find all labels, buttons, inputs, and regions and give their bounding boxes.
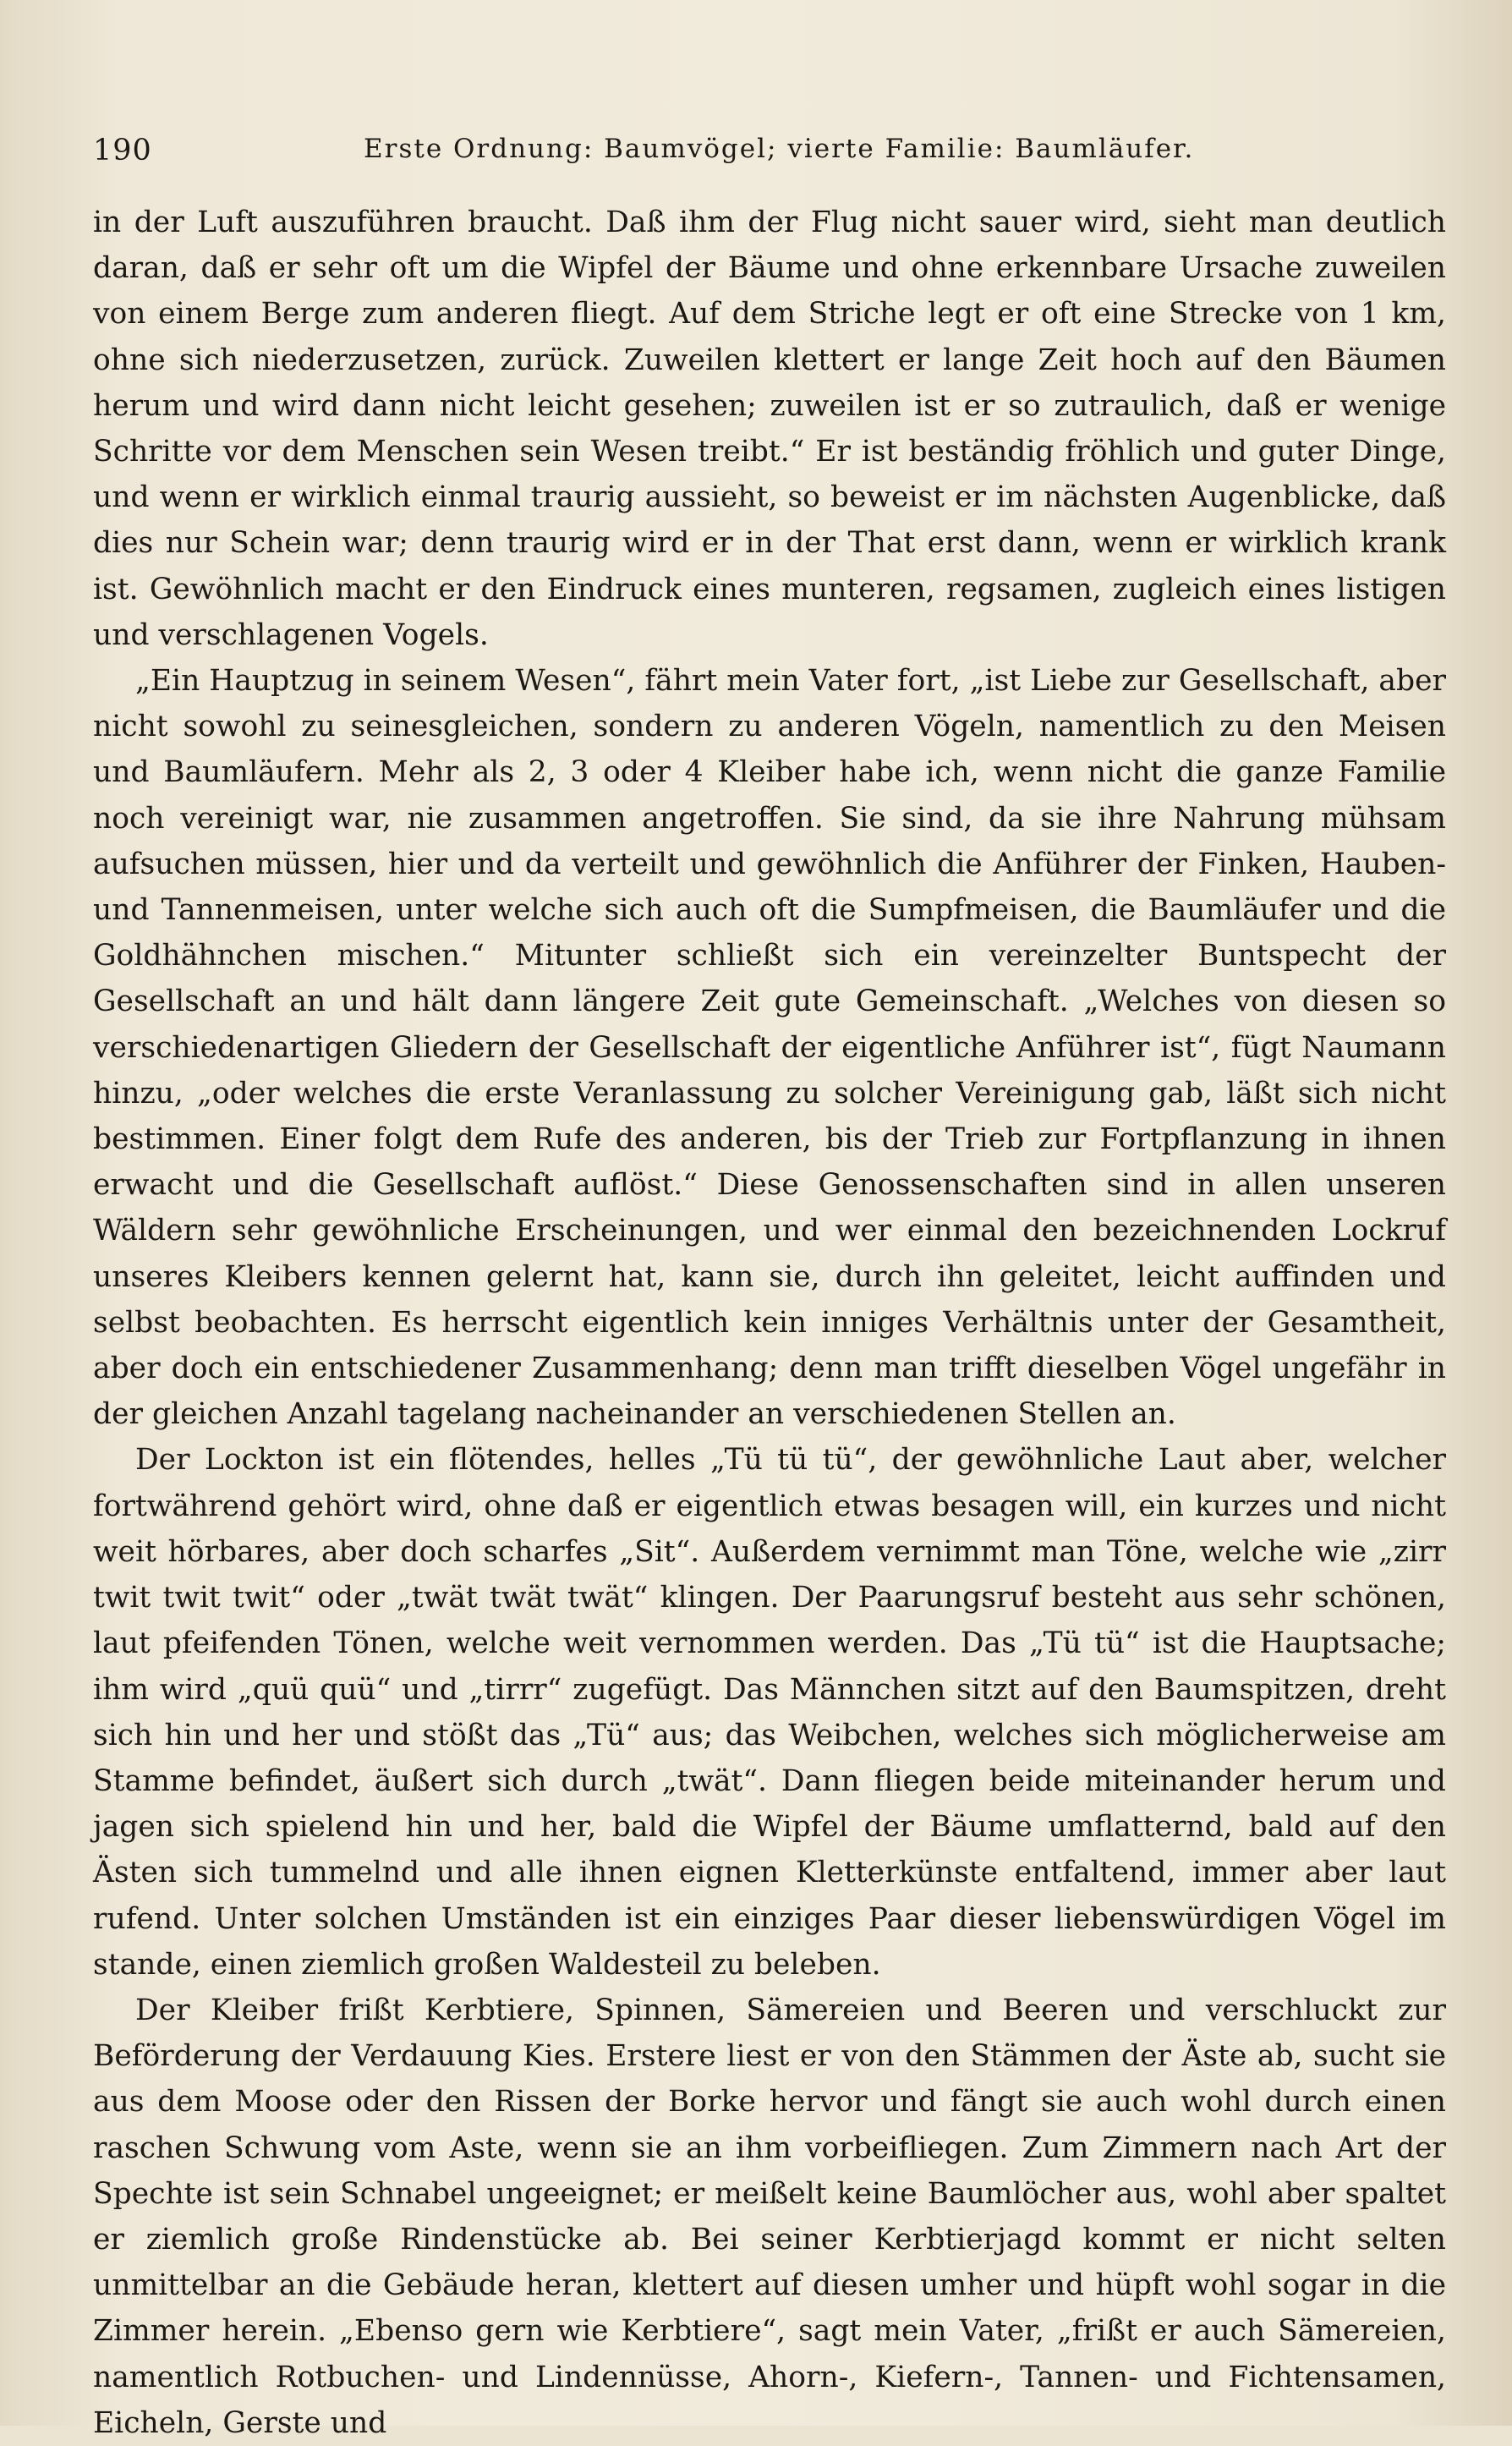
paragraph-continuation: in der Luft auszuführen braucht. Daß ihm der Flug nicht sauer wird, sieht man deutlich daran, daß er sehr oft um die Wipfel der Bäume und ohne erkennbare Ursache zuweilen von einem Berge zum anderen fliegt. Auf dem Striche legt er oft eine Strecke von 1 km, ohne sich niederzusetzen, zurück. Zuweilen klettert er lange Zeit hoch auf den Bäumen herum und wird dann nicht leicht gesehen; zuweilen ist er so zutraulich, daß er wenige Schritte vor dem Menschen sein Wesen treibt.“ Er ist beständig fröhlich und guter Dinge, und wenn er wirklich einmal traurig aussieht, so beweist er im nächsten Augenblicke, daß dies nur Schein war; denn traurig wird er in der That erst dann, wenn er wirklich krank ist. Gewöhnlich macht er den Eindruck eines munteren, regsamen, zugleich eines listigen und verschlagenen Vogels.: [93, 206, 1446, 652]
paragraph-society: „Ein Hauptzug in seinem Wesen“, fährt mein Vater fort, „ist Liebe zur Gesellschaft, aber nicht sowohl zu seinesgleichen, sondern zu anderen Vögeln, namentlich zu den Meisen und Baumläufern. Mehr als 2, 3 oder 4 Kleiber habe ich, wenn nicht die ganze Familie noch vereinigt war, nie zusammen angetroffen. Sie sind, da sie ihre Nahrung mühsam aufsuchen müssen, hier und da verteilt und gewöhnlich die Anführer der Finken, Hauben- und Tannenmeisen, unter welche sich auch oft die Sumpfmeisen, die Baumläufer und die Goldhähnchen mischen.“ Mitunter schließt sich ein vereinzelter Buntspecht der Gesellschaft an und hält dann längere Zeit gute Gemeinschaft. „Welches von diesen so verschiedenartigen Gliedern der Gesellschaft der eigentliche Anführer ist“, fügt Naumann hinzu, „oder welches die erste Veranlassung zu solcher Vereinigung gab, läßt sich nicht bestimmen. Einer folgt dem Rufe des anderen, bis der Trieb zur Fortpflanzung in ihnen erwacht und die Gesellschaft auflöst.“ Diese Genossenschaften sind in allen unseren Wäldern sehr gewöhnliche Erscheinungen, und wer einmal den bezeichnenden Lockruf unseres Kleibers kennen gelernt hat, kann sie, durch ihn geleitet, leicht auffinden und selbst beobachten. Es herrscht eigentlich kein inniges Verhältnis unter der Gesamtheit, aber doch ein entschiedener Zusammenhang; denn man trifft dieselben Vögel ungefähr in der gleichen Anzahl tagelang nacheinander an verschiedenen Stellen an.: [93, 664, 1446, 1432]
page-number: 190: [93, 134, 152, 167]
paragraph-calls: Der Lockton ist ein flötendes, helles „Tü tü tü“, der gewöhnliche Laut aber, welcher fortwährend gehört wird, ohne daß er eigentlich etwas besagen will, ein kurzes und nicht weit hörbares, aber doch scharfes „Sit“. Außerdem vernimmt man Töne, welche wie „zirr twit twit twit“ oder „twät twät twät“ klingen. Der Paarungsruf besteht aus sehr schönen, laut pfeifenden Tönen, welche weit vernommen werden. Das „Tü tü“ ist die Hauptsache; ihm wird „quü quü“ und „tirrr“ zugefügt. Das Männchen sitzt auf den Baumspitzen, dreht sich hin und her und stößt das „Tü“ aus; das Weibchen, welches sich möglicherweise am Stamme befindet, äußert sich durch „twät“. Dann fliegen beide miteinander herum und jagen sich spielend hin und her, bald die Wipfel der Bäume umflatternd, bald auf den Ästen sich tummelnd und alle ihnen eignen Kletterkünste entfaltend, immer aber laut rufend. Unter solchen Umständen ist ein einziges Paar dieser liebenswürdigen Vögel im stande, einen ziemlich großen Waldesteil zu beleben.: [93, 1443, 1446, 1982]
paragraph-food: Der Kleiber frißt Kerbtiere, Spinnen, Sämereien und Beeren und verschluckt zur Beförderung der Verdauung Kies. Erstere liest er von den Stämmen der Äste ab, sucht sie aus dem Moose oder den Rissen der Borke hervor und fängt sie auch wohl durch einen raschen Schwung vom Aste, wenn sie an ihm vorbeifliegen. Zum Zimmern nach Art der Spechte ist sein Schnabel ungeeignet; er meißelt keine Baumlöcher aus, wohl aber spaltet er ziemlich große Rindenstücke ab. Bei seiner Kerbtierjagd kommt er nicht selten unmittelbar an die Gebäude heran, klettert auf diesen umher und hüpft wohl sogar in die Zimmer herein. „Ebenso gern wie Kerbtiere“, sagt mein Vater, „frißt er auch Sämereien, namentlich Rotbuchen- und Lindennüsse, Ahorn-, Kiefern-, Tannen- und Fichtensamen, Eicheln, Gerste und: [93, 1993, 1446, 2440]
page-header: [93, 134, 1454, 184]
running-head: Erste Ordnung: Baumvögel; vierte Familie: Baumläufer.: [364, 134, 1195, 164]
body-text: [93, 200, 1446, 2446]
